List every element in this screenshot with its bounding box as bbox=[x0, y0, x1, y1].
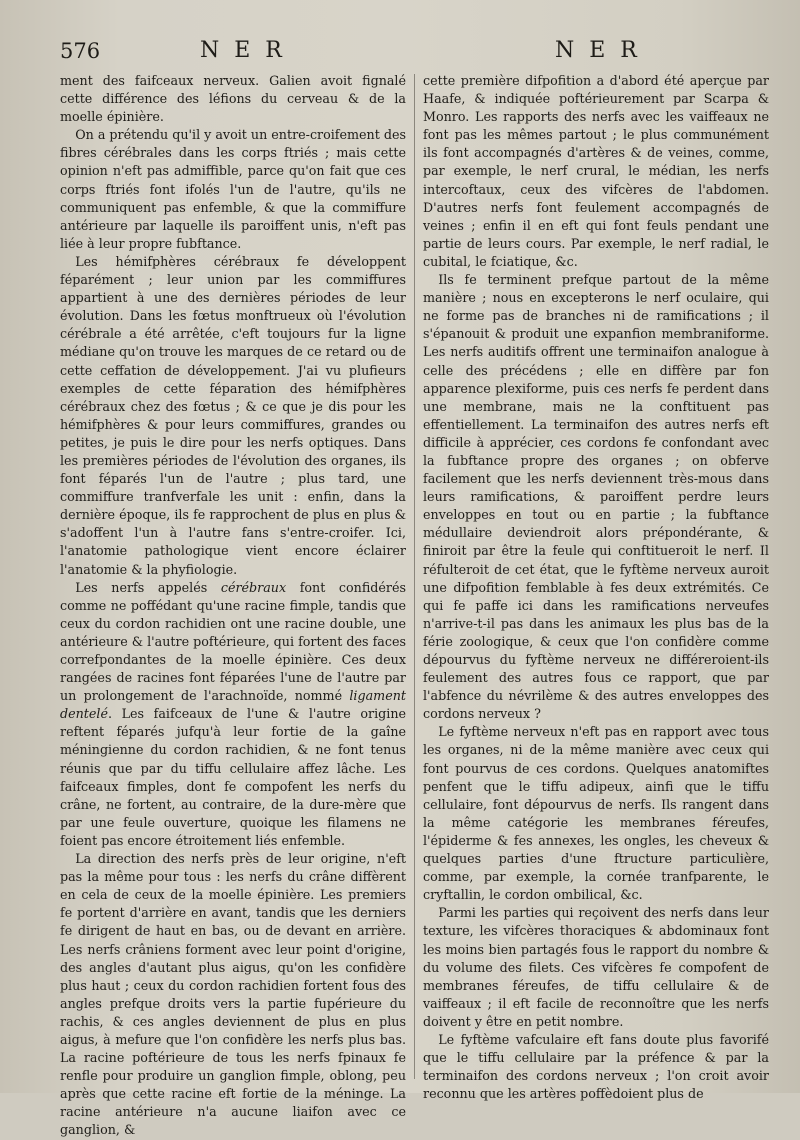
paragraph-text: Les nerfs appelés bbox=[75, 579, 221, 595]
paragraph-text: On a prétendu qu'il y avoit un entre-croifement des fibres cérébrales dans les corps ftriés ; mais cette opinion n'eft pas admiffible, parce qu'on fait que ces corps ftriés font ifolés l'un de l'autre, qu'ils ne communiquent pas enfemble, & que la commiffure antérieure par laquelle ils paroiffent unis, n'eft pas liée à leur propre fubftance. bbox=[60, 127, 406, 251]
italic-term: cérébraux bbox=[220, 579, 287, 595]
column-divider bbox=[414, 74, 415, 1079]
left-text-column bbox=[60, 72, 407, 1138]
right-running-title: N E R bbox=[555, 38, 641, 63]
paragraph-text: Ils fe terminent prefque partout de la même manière ; nous en excepterons le nerf oculaire, qui ne forme pas de branches ni de ramifications ; il s'épanouit & produit une expanfion membraniforme. Les nerfs auditifs offrent une terminaifon analogue à celle des précédens ; elle en diffère par fon apparence plexiforme, puis ces nerfs fe perdent dans une membrane, mais ne la conftituent pas effentiellement. La terminaifon des autres nerfs eft difficile à apprécier, ces cordons fe confondant avec la fubftance propre des organes ; on obferve facilement que les nerfs deviennent très-mous dans leurs ramifications, & paroiffent perdre leurs enveloppes en tout ou en partie ; la fubftance médullaire deviendroit alors prépondérante, & finiroit par être la feule qui conftitueroit le nerf. Il réfulteroit de cet état, que le fyftème nerveux auroit une difpofition femblable à fes deux extrémités. Ce qui fe paffe ici dans les ramifications nerveufes n'arrive-t-il pas dans les animaux les plus bas de la férie zoologique, & ceux que l'on confidère comme dépourvus du fyftème nerveux ne différeroient-ils feulement des autres fous ce rapport, que par l'abfence du névrilème & des autres enveloppes des cordons nerveux ? bbox=[423, 272, 769, 722]
paragraph-text: Le fyftème nerveux n'eft pas en rapport avec tous les organes, ni de la même manière avec ceux qui font pourvus de ces cordons. Quelques anatomiftes penfent que le tiffu adipeux, ainfi que le tiffu cellulaire, font dépourvus de nerfs. Ils rangent dans la même catégorie les membranes féreufes, l'épiderme & fes annexes, les ongles, les cheveux & quelques parties d'une ftructure particulière, comme, par exemple, la cornée tranfparente, le cryftallin, le cordon ombilical, &c. bbox=[423, 724, 769, 903]
paragraph-text: Le fyftème vafculaire eft fans doute plus favorifé que le tiffu cellulaire par la préfence & par la terminaifon des cordons nerveux ; l'on croit avoir reconnu que les artères poffèdoient plus de bbox=[423, 1031, 769, 1102]
paragraph-text: . Les faifceaux de l'une & l'autre origine reftent féparés jufqu'à leur fortie de la gaîne méningienne du cordon rachidien, & ne font tenus réunis que par du tiffu cellulaire affez lâche. Les faifceaux fimples, dont fe compofent les nerfs du crâne, ne fortent, au contraire, de la dure-mère que par une feule ouverture, quoique les filamens ne foient pas encore étroitement liés enfemble. bbox=[60, 706, 406, 848]
paragraph-text: font confidérés comme ne poffédant qu'une racine fimple, tandis que ceux du cordon rachidien ont une racine double, une antérieure & l'autre poftérieure, qui fortent des faces correfpondantes de la moelle épinière. Ces deux rangées de racines font féparées l'une de l'autre par un prolongement de l'arachnoïde, nommé bbox=[60, 579, 407, 704]
paragraph-text: Parmi les parties qui reçoivent des nerfs dans leur texture, les vifcères thoraciques & abdominaux font les moins bien partagés fous le rapport du nombre & du volume des filets. Ces vifcères fe compofent de membranes féreufes, de tiffu cellulaire & de vaiffeaux ; il eft facile de reconnoître que les nerfs doivent y être en petit nombre. bbox=[423, 905, 769, 1029]
running-header bbox=[0, 38, 800, 68]
paragraph-text: cette première difpofition a d'abord été aperçue par Haafe, & indiquée poftérieurement par Scarpa & Monro. Les rapports des nerfs avec les vaiffeaux ne font pas les mêmes partout ; le plus communément ils font accompagnés d'artères & de veines, comme, par exemple, le nerf crural, le médian, les nerfs intercoftaux, ceux des vifcères de l'abdomen. D'autres nerfs font feulement accompagnés de veines ; enfin il en eft qui font feuls pendant une partie de leurs cours. Par exemple, le nerf radial, le cubital, le fciatique, &c. bbox=[423, 73, 769, 269]
paragraph bbox=[423, 723, 769, 904]
page-number: 576 bbox=[60, 39, 101, 63]
paragraph bbox=[60, 850, 406, 1140]
left-running-title: N E R bbox=[200, 38, 286, 63]
paragraph bbox=[60, 126, 406, 253]
paragraph bbox=[60, 72, 406, 126]
paragraph bbox=[423, 271, 769, 723]
paragraph bbox=[60, 253, 406, 579]
right-text-column bbox=[423, 72, 769, 1102]
italic-term: ligament dentelé bbox=[60, 688, 406, 722]
paragraph bbox=[423, 904, 769, 1031]
paragraph bbox=[60, 579, 406, 850]
paragraph bbox=[423, 1031, 769, 1103]
paragraph-text: La direction des nerfs près de leur origine, n'eft pas la même pour tous : les nerfs du crâne diffèrent en cela de ceux de la moelle épinière. Les premiers fe portent d'arrière en avant, tandis que les derniers fe dirigent de haut en bas, ou de devant en arrière. Les nerfs crâniens forment avec leur point d'origine, des angles d'autant plus aigus, qu'on les confidère plus haut ; ceux du cordon rachidien fortent fous des angles prefque droits vers la partie fupérieure du rachis, & ces angles deviennent de plus en plus aigus, à mefure que l'on confidère les nerfs plus bas. La racine poftérieure de tous les nerfs fpinaux fe renfle pour produire un ganglion fimple, oblong, peu après que cette racine eft fortie de la méninge. La racine antérieure n'a aucune liaifon avec ce ganglion, & bbox=[60, 851, 406, 1138]
paragraph bbox=[423, 72, 769, 271]
paragraph-text: ment des faifceaux nerveux. Galien avoit fignalé cette différence des léfions du cerveau & de la moelle épinière. bbox=[60, 73, 406, 125]
paragraph-text: Les hémifphères cérébraux fe développent féparément ; leur union par les commiffures appartient à une des dernières périodes de leur évolution. Dans les fœtus monftrueux où l'évolution cérébrale a été arrêtée, c'eft toujours fur la ligne médiane qu'on trouve les marques de ce retard ou de cette ceffation de développement. J'ai vu plufieurs exemples de cette féparation des hémifphères cérébraux chez des fœtus ; & ce que je dis pour les hémifphères & pour leurs commiffures, grandes ou petites, je puis le dire pour les nerfs optiques. Dans les premières périodes de l'évolution des organes, ils font féparés l'un de l'autre ; plus tard, une commiffure tranfverfale les unit : enfin, dans la dernière époque, ils fe rapprochent de plus en plus & s'adoffent l'un à l'autre fans s'entre-croifer. Ici, l'anatomie pathologique vient encore éclairer l'anatomie & la phyfiologie. bbox=[60, 253, 406, 577]
